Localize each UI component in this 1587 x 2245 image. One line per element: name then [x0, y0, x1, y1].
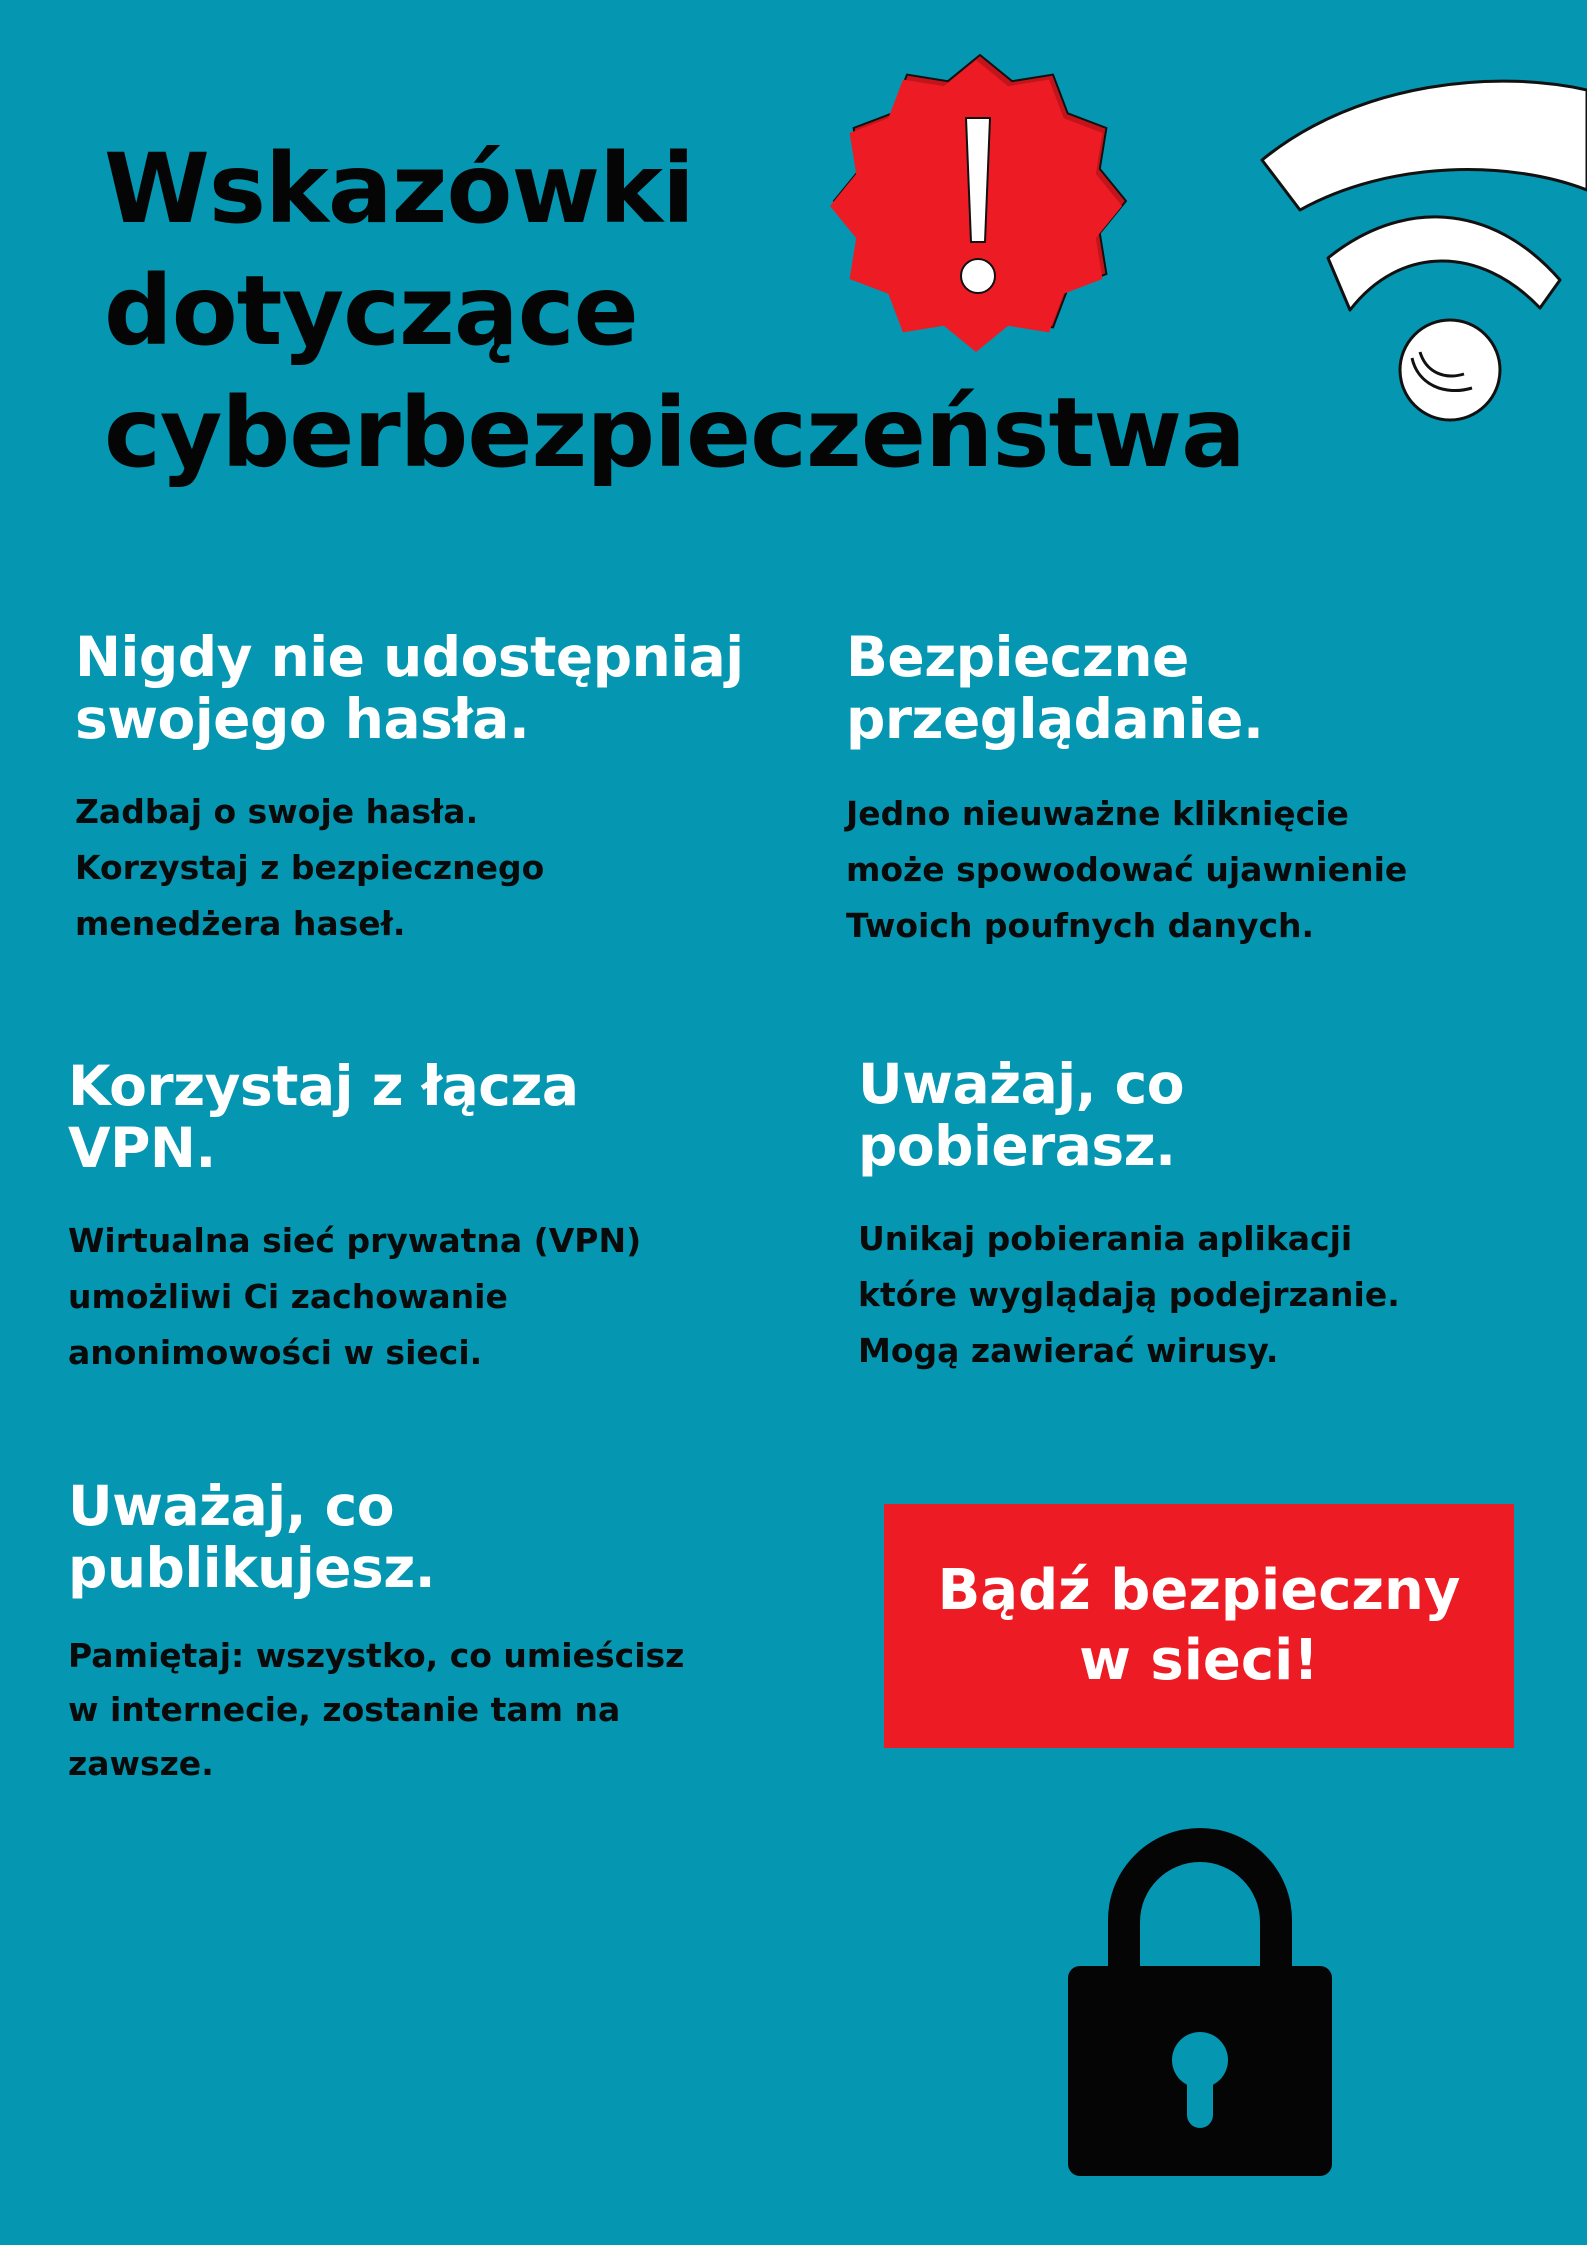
title-line-1: Wskazówki: [104, 133, 694, 245]
tip-heading: [75, 626, 744, 750]
stay-safe-line: Bądź bezpieczny: [937, 1558, 1461, 1623]
tip-heading: [846, 626, 1407, 750]
padlock-icon: [1060, 1820, 1340, 2180]
tip-body-line: Twoich poufnych danych.: [846, 906, 1315, 945]
tip-body-line: Wirtualna sieć prywatna (VPN): [68, 1221, 642, 1260]
title-line-2: dotyczące: [104, 255, 638, 367]
tip-body: [68, 1213, 641, 1381]
tip-body: [858, 1211, 1400, 1379]
tip-body-line: w internecie, zostanie tam na: [68, 1690, 621, 1729]
tip-heading-line: Uważaj, co: [858, 1052, 1184, 1116]
tip-heading-line: Uważaj, co: [68, 1474, 394, 1538]
tip-body: [75, 784, 744, 952]
tip-heading-line: publikujesz.: [68, 1536, 436, 1600]
tip-safe-browsing: [846, 626, 1407, 954]
tip-body-line: Korzystaj z bezpiecznego: [75, 848, 545, 887]
tip-body-line: anonimowości w sieci.: [68, 1333, 483, 1372]
tip-heading-line: Korzystaj z łącza: [68, 1054, 579, 1118]
tip-body: [846, 786, 1407, 954]
tip-heading-line: VPN.: [68, 1116, 216, 1180]
tip-body-line: Mogą zawierać wirusy.: [858, 1331, 1279, 1370]
tip-body-line: które wyglądają podejrzanie.: [858, 1275, 1400, 1314]
tip-heading: [68, 1055, 641, 1179]
tip-body-line: zawsze.: [68, 1744, 214, 1783]
tip-heading-line: Nigdy nie udostępniaj: [75, 625, 744, 689]
title-line-3: cyberbezpieczeństwa: [104, 377, 1245, 489]
stay-safe-banner: [884, 1504, 1514, 1748]
tip-heading-line: Bezpieczne: [846, 625, 1189, 689]
tip-heading-line: pobierasz.: [858, 1114, 1176, 1178]
tip-body-line: może spowodować ujawnienie: [846, 850, 1408, 889]
tip-body-line: Unikaj pobierania aplikacji: [858, 1219, 1353, 1258]
tip-heading-line: swojego hasła.: [75, 687, 530, 751]
tip-heading-line: przeglądanie.: [846, 687, 1264, 751]
tip-vpn: [68, 1055, 641, 1381]
tip-body-line: menedżera haseł.: [75, 904, 406, 943]
stay-safe-text: [938, 1556, 1461, 1696]
tip-downloads: [858, 1053, 1400, 1379]
tip-password: [75, 626, 744, 952]
tip-heading: [858, 1053, 1400, 1177]
tip-body-line: Zadbaj o swoje hasła.: [75, 792, 479, 831]
stay-safe-line: w sieci!: [1079, 1628, 1319, 1693]
exclamation-badge-icon: [828, 54, 1128, 354]
wifi-icon: [1240, 40, 1587, 430]
tip-publishing: [68, 1475, 684, 1791]
tip-body-line: Pamiętaj: wszystko, co umieścisz: [68, 1636, 685, 1675]
tip-body-line: Jedno nieuważne kliknięcie: [846, 794, 1349, 833]
tip-body: [68, 1629, 684, 1791]
tip-heading: [68, 1475, 684, 1599]
tip-body-line: umożliwi Ci zachowanie: [68, 1277, 508, 1316]
